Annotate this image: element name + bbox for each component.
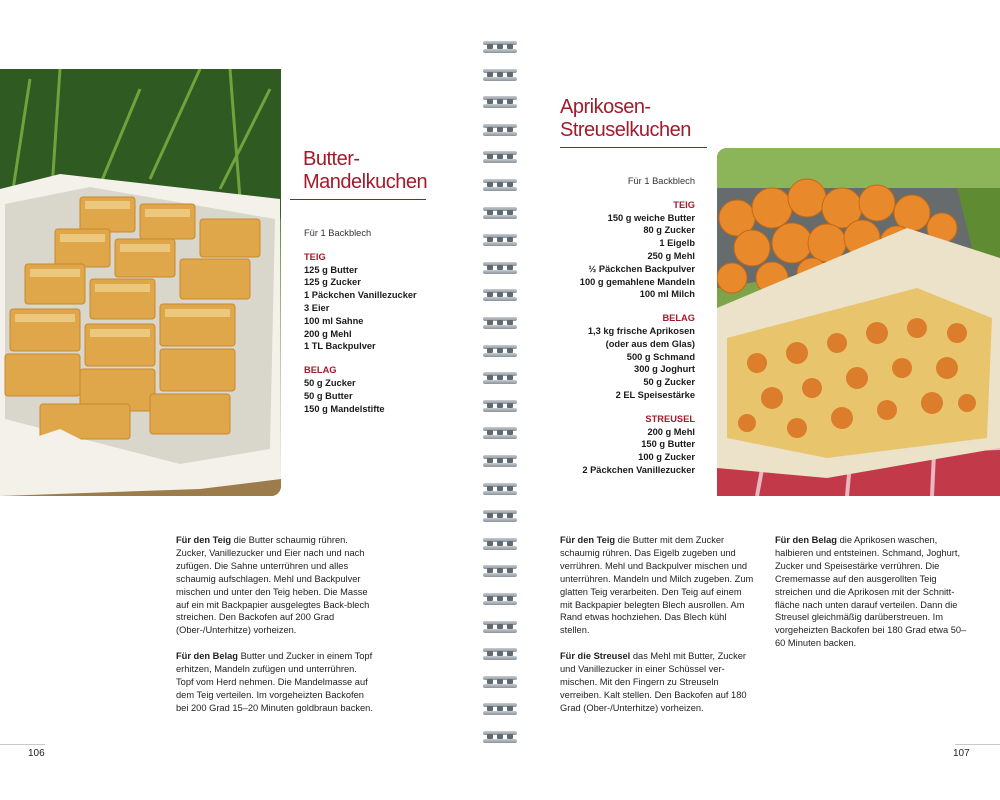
binding-ring (483, 95, 517, 109)
instruction-lead: Für den Teig (176, 535, 232, 545)
ingredient: 100 ml Milch (639, 289, 695, 300)
instruction-paragraph (775, 534, 970, 650)
binding-ring (483, 68, 517, 82)
binding-ring (483, 233, 517, 247)
ingredient: (oder aus dem Glas) (605, 338, 695, 349)
ingredient: 50 g Zucker (643, 377, 695, 388)
section-heading-teig: TEIG (304, 251, 326, 262)
ingredient: 150 g weiche Butter (607, 212, 695, 223)
butter-mandelkuchen-photo (0, 69, 281, 496)
ingredient: 100 g gemahlene Mandeln (579, 276, 695, 287)
section-heading-belag: BELAG (662, 313, 695, 324)
binding-ring (483, 592, 517, 606)
ingredients-right (520, 175, 695, 477)
section-heading-teig: TEIG (673, 199, 695, 210)
instruction-text: die Butter schaumig rühren. Zucker, Vanillezucker und Eier nach und nach zufügen. Die Sahne unterrühren und alles schaumig aufschlagen. Mehl und Backpulver mischen und unter den Teig heben. Die Masse auf ein mit Backpapier ausgelegtes Back-blech streichen. Den Backofen auf 200 Grad (Ober-/Unterhitze) vorheizen. (176, 535, 370, 636)
instruction-lead: Für den Belag (775, 535, 837, 545)
instruction-paragraph (560, 650, 755, 715)
ingredient: 150 g Mandelstifte (304, 403, 385, 414)
ingredient: 50 g Zucker (304, 377, 356, 388)
spiral-binding (478, 30, 522, 770)
instruction-text: das Mehl mit Butter, Zucker und Vanillezucker in einer Schüssel ver-mischen. Mit den Fingern zu Streuseln verreiben. Kalt stellen. Den Backofen auf 180 Grad (Ober-/Unterhitze) vorheizen. (560, 651, 747, 713)
ingredient: 150 g Butter (641, 439, 695, 450)
binding-ring (483, 564, 517, 578)
title-line-2: Streuselkuchen (560, 119, 691, 141)
binding-ring (483, 399, 517, 413)
section-heading-belag: BELAG (304, 365, 337, 376)
binding-ring (483, 371, 517, 385)
ingredient: 80 g Zucker (643, 225, 695, 236)
ingredient: 125 g Zucker (304, 277, 361, 288)
recipe-title-aprikosen-streuselkuchen (560, 96, 710, 142)
cake-tray-illustration (0, 69, 281, 496)
binding-ring (483, 537, 517, 551)
ingredient: 200 g Mehl (647, 426, 695, 437)
serving-size: Für 1 Backblech (627, 176, 695, 186)
section-heading-streusel: STREUSEL (645, 413, 695, 424)
ingredient: 2 Päckchen Vanillezucker (582, 464, 695, 475)
instructions-left (176, 534, 376, 728)
binding-ring (483, 150, 517, 164)
ingredient: ½ Päckchen Backpulver (588, 263, 695, 274)
binding-ring (483, 178, 517, 192)
instruction-lead: Für den Teig (560, 535, 616, 545)
ingredients-left (304, 227, 474, 415)
ingredient: 1,3 kg frische Aprikosen (587, 325, 695, 336)
instruction-paragraph (176, 534, 376, 637)
binding-ring (483, 206, 517, 220)
binding-ring (483, 123, 517, 137)
instruction-lead: Für die Streusel (560, 651, 631, 662)
apricot-crumble-illustration (717, 148, 1000, 496)
binding-ring (483, 288, 517, 302)
binding-ring (483, 702, 517, 716)
serving-size: Für 1 Backblech (304, 228, 372, 238)
instruction-text: Butter und Zucker in einem Topf erhitzen, Mandeln zufügen und unterrühren. Topf vom Herd nehmen. Die Mandelmasse auf dem Teig verteilen. Im vorgeheizten Backofen bei 200 Grad 15–20 Minuten goldbraun backen. (176, 651, 373, 713)
instructions-right-col1 (560, 534, 755, 728)
ingredient: 100 g Zucker (638, 452, 695, 463)
instructions-right-col2 (775, 534, 970, 663)
title-line-1: Butter- (303, 148, 360, 170)
ingredient: 1 Eigelb (659, 238, 695, 249)
title-line-1: Aprikosen- (560, 96, 651, 118)
binding-ring (483, 316, 517, 330)
page-number: 107 (953, 748, 970, 759)
binding-ring (483, 344, 517, 358)
ingredient: 3 Eier (304, 302, 330, 313)
ingredient: 2 EL Speisestärke (615, 389, 695, 400)
binding-ring (483, 426, 517, 440)
title-divider (290, 199, 426, 200)
page-number-rule (955, 744, 1000, 745)
aprikosen-streuselkuchen-photo (717, 148, 1000, 496)
binding-ring (483, 482, 517, 496)
ingredient: 300 g Joghurt (634, 364, 695, 375)
page-number: 106 (28, 748, 45, 759)
ingredient: 200 g Mehl (304, 328, 352, 339)
binding-ring (483, 509, 517, 523)
binding-ring (483, 647, 517, 661)
ingredient: 125 g Butter (304, 264, 358, 275)
binding-ring (483, 40, 517, 54)
instruction-text: die Butter mit dem Zucker schaumig rühren. Das Eigelb zugeben und verrühren. Mehl und Backpulver mischen und unterrühren. Mandeln und Milch zugeben. Zum glatten Teig verarbeiten. Den Teig auf einem mit Backpapier belegten Blech ausrollen. Am Rand etwas hochziehen. Das Blech kühl stellen. (560, 535, 754, 636)
instruction-paragraph (560, 534, 755, 637)
binding-ring (483, 675, 517, 689)
binding-ring (483, 261, 517, 275)
title-line-2: Mandelkuchen (303, 171, 428, 193)
page-number-rule (0, 744, 45, 745)
ingredient: 100 ml Sahne (304, 315, 364, 326)
instruction-text: die Aprikosen waschen, halbieren und entsteinen. Schmand, Joghurt, Zucker und Speisestärke verrühren. Die Crememasse auf den ausgerollten Teig streichen und die Aprikosen mit der Schnitt-fläche nach unten darauf verteilen. Dann die Streusel gleichmäßig darüberstreuen. Im vorgeheizten Backofen bei 180 Grad etwa 50–60 Minuten backen. (775, 535, 967, 649)
ingredient: 500 g Schmand (626, 351, 695, 362)
binding-ring (483, 730, 517, 744)
instruction-lead: Für den Belag (176, 651, 238, 662)
ingredient: 1 TL Backpulver (304, 341, 376, 352)
title-divider (560, 147, 707, 148)
recipe-title-butter-mandelkuchen (303, 148, 433, 194)
instruction-paragraph (176, 650, 376, 715)
ingredient: 250 g Mehl (647, 250, 695, 261)
binding-ring (483, 454, 517, 468)
ingredient: 1 Päckchen Vanillezucker (304, 290, 417, 301)
binding-ring (483, 620, 517, 634)
ingredient: 50 g Butter (304, 390, 353, 401)
